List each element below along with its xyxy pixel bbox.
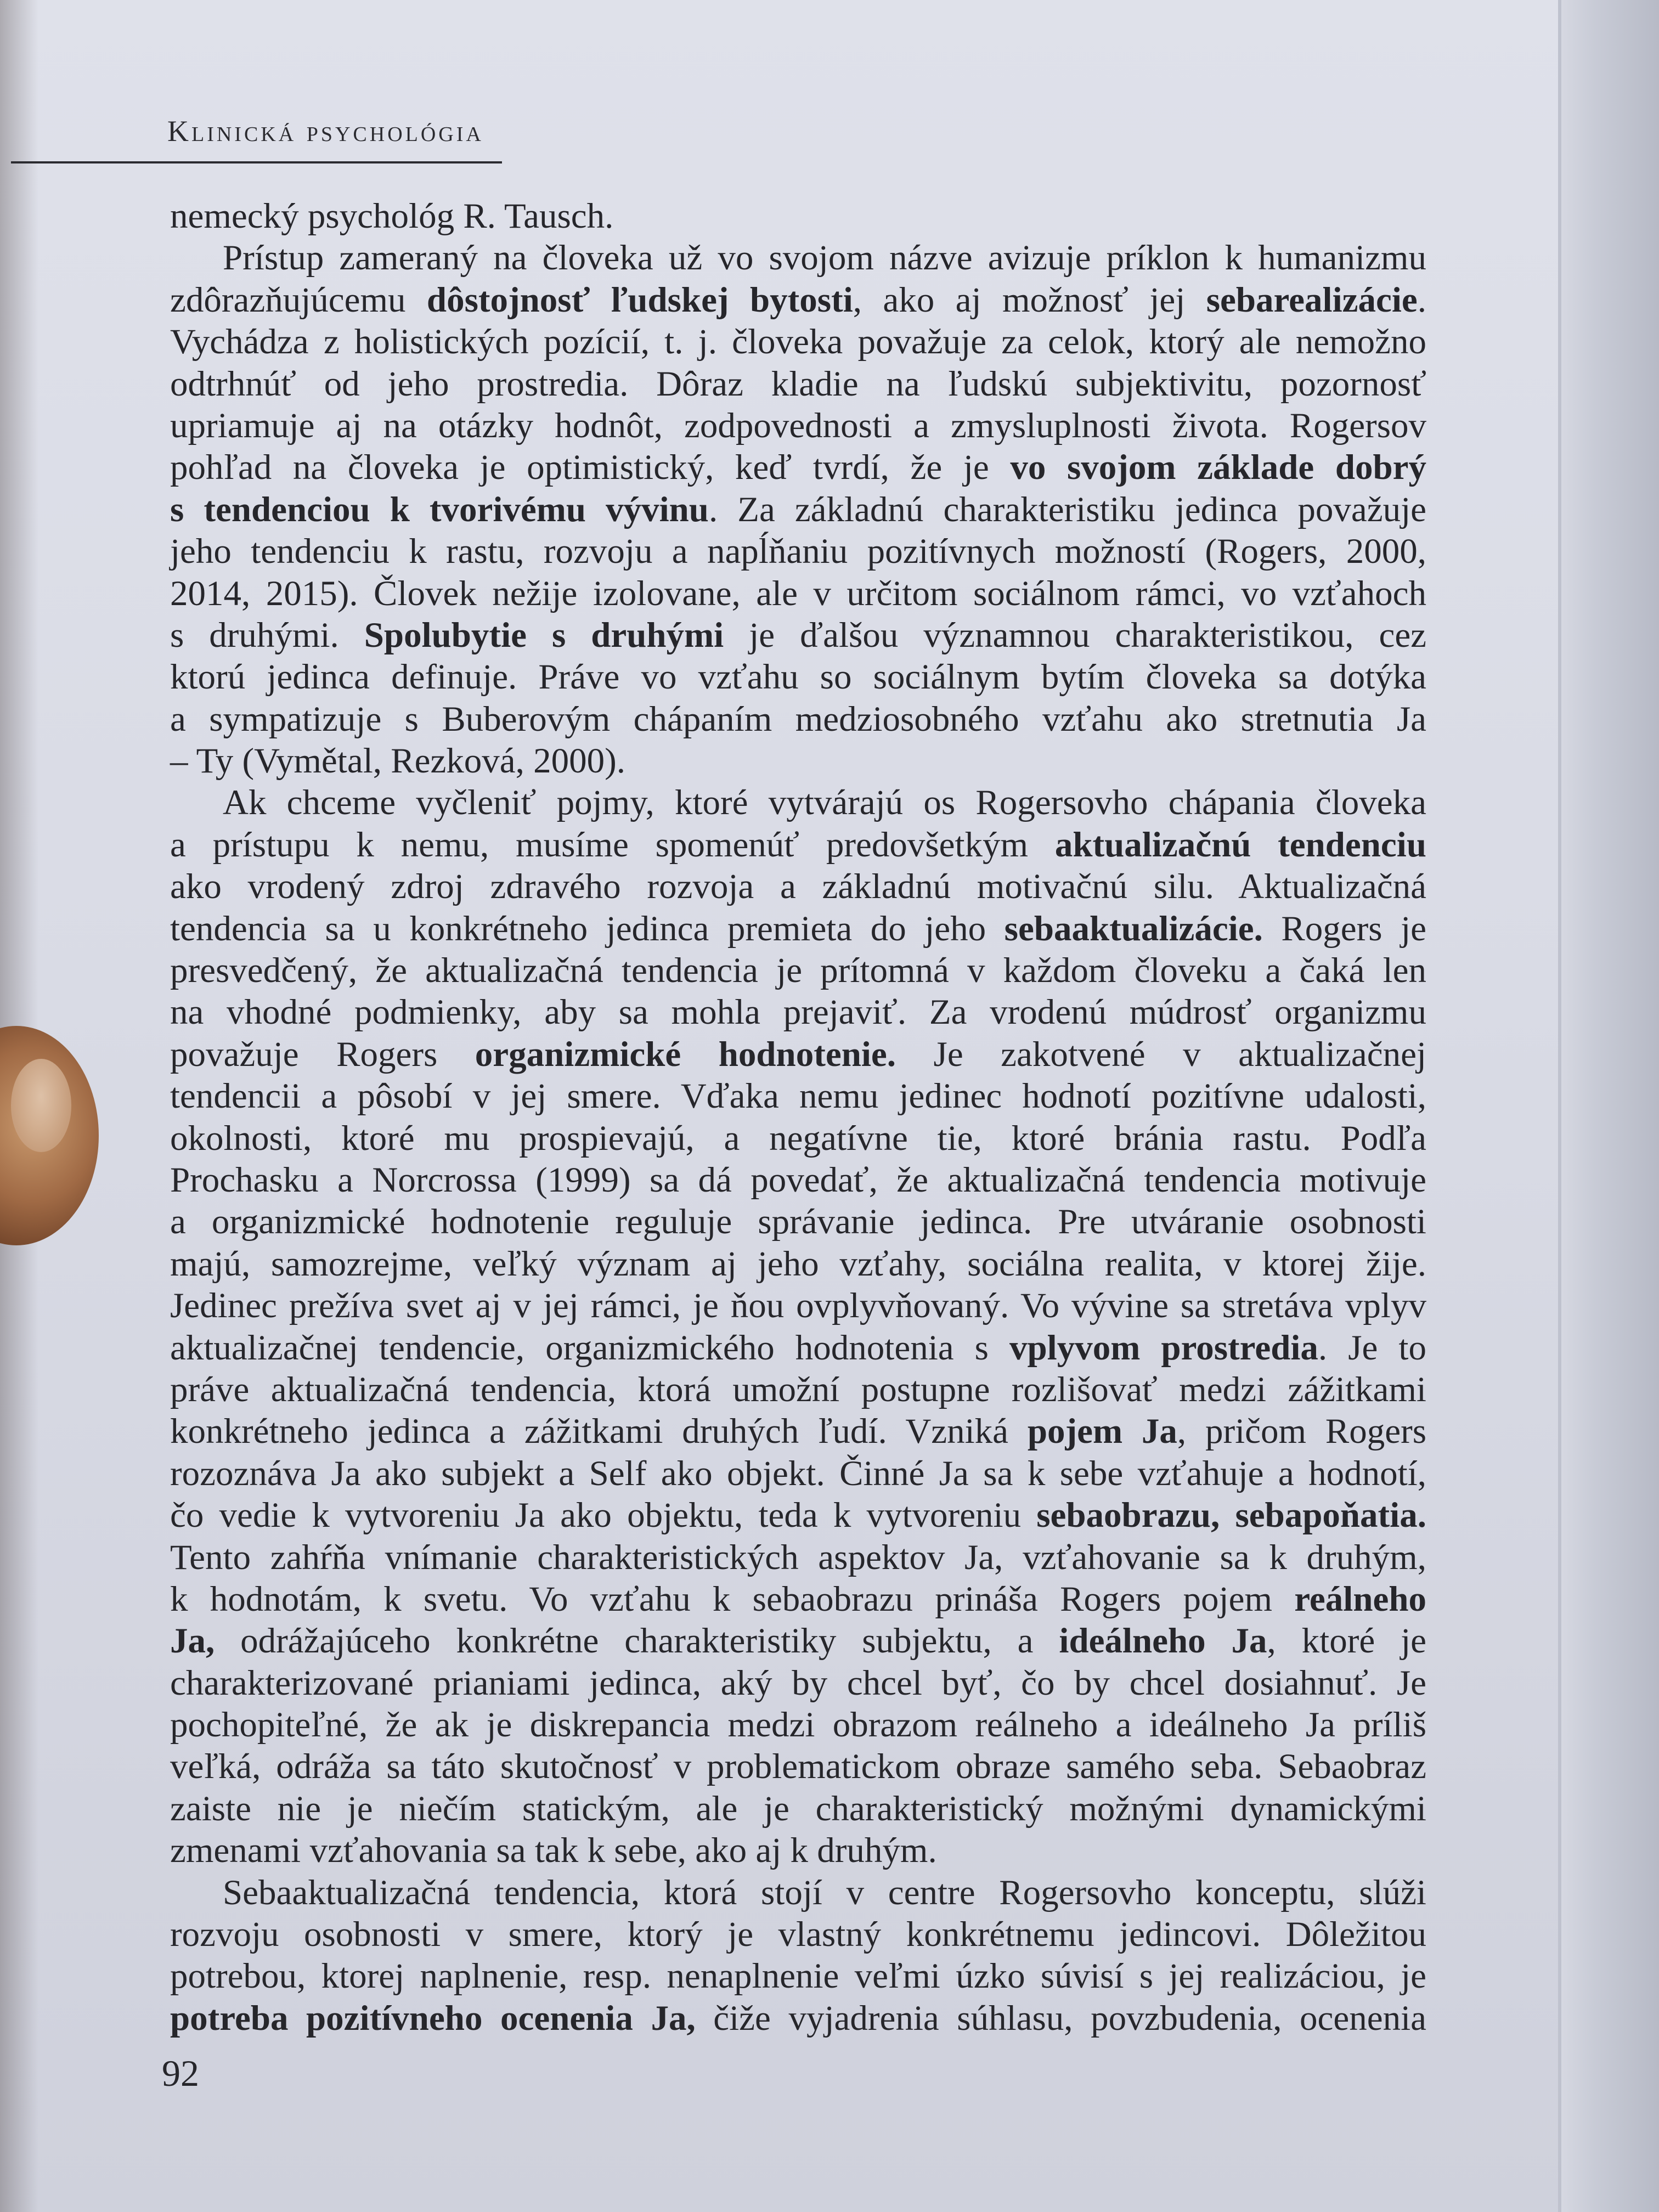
text-line <box>170 991 1426 1033</box>
text-line <box>170 279 1426 321</box>
text-line <box>170 1578 1426 1620</box>
text-run: pochopiteľné, že ak je diskrepancia medzi obrazom reálneho a ideálneho Ja príliš <box>170 1705 1426 1745</box>
text-line <box>170 1997 1426 2039</box>
thumbnail <box>11 1059 71 1152</box>
text-run: . Je to <box>1318 1328 1426 1368</box>
text-line <box>170 824 1426 866</box>
running-header: Klinická psychológia <box>167 115 484 148</box>
text-line <box>170 1914 1426 1955</box>
text-run: čiže vyjadrenia súhlasu, povzbudenia, ocenenia <box>695 1998 1426 2038</box>
text-run: nemecký psychológ R. Tausch. <box>170 196 614 236</box>
text-run: – Ty (Vymětal, Rezková, 2000). <box>170 741 626 781</box>
text-run: pohľad na človeka je optimistický, keď tvrdí, že je <box>170 448 1011 488</box>
header-rule <box>11 161 502 163</box>
text-run: a sympatizuje s Buberovým chápaním medziosobného vzťahu ako stretnutia Ja <box>170 699 1426 739</box>
text-line <box>170 740 1426 782</box>
text-line <box>170 614 1426 656</box>
text-run: upriamuje aj na otázky hodnôt, zodpovednosti a zmysluplnosti života. Rogersov <box>170 405 1426 445</box>
text-run: odrážajúceho konkrétne charakteristiky subjektu, a <box>215 1621 1059 1661</box>
text-run: 2014, 2015). Človek nežije izolovane, ale v určitom sociálnom rámci, vo vzťahoch <box>170 573 1426 613</box>
text-line <box>170 866 1426 907</box>
bold-term: dôstojnosť ľudskej bytosti <box>426 280 853 320</box>
text-run: Prochasku a Norcrossa (1999) sa dá povedať, že aktualizačná tendencia motivuje <box>170 1160 1426 1200</box>
text-line <box>170 321 1426 363</box>
text-run: zmenami vzťahovania sa tak k sebe, ako aj k druhým. <box>170 1831 937 1871</box>
text-line <box>170 1243 1426 1285</box>
text-line <box>170 1620 1426 1662</box>
text-line <box>170 698 1426 740</box>
text-line <box>170 195 1426 237</box>
text-run: tendencia sa u konkrétneho jedinca premieta do jeho <box>170 909 1005 949</box>
text-line <box>170 1118 1426 1159</box>
text-run: zaiste nie je niečím statickým, ale je charakteristický možnými dynamickými <box>170 1788 1426 1829</box>
text-run: ako vrodený zdroj zdravého rozvoja a základnú motivačnú silu. Aktualizačná <box>170 867 1426 907</box>
text-line <box>170 1537 1426 1578</box>
text-run: s druhými. <box>170 615 364 655</box>
text-line <box>170 782 1426 823</box>
bold-term: vo svojom základe dobrý <box>1010 448 1427 488</box>
text-line <box>170 1369 1426 1410</box>
text-run: považuje Rogers <box>170 1034 475 1074</box>
text-line <box>170 1034 1426 1075</box>
text-line <box>170 1830 1426 1871</box>
text-run: Tento zahŕňa vnímanie charakteristických aspektov Ja, vzťahovanie sa k druhým, <box>170 1537 1426 1577</box>
text-line <box>170 1494 1426 1536</box>
bold-term: pojem Ja <box>1027 1412 1177 1452</box>
text-line <box>170 1327 1426 1369</box>
text-run: zdôrazňujúcemu <box>170 280 427 320</box>
bold-term: ideálneho Ja <box>1059 1621 1267 1661</box>
text-line <box>170 1201 1426 1243</box>
text-line <box>170 1285 1426 1327</box>
bold-term: organizmické hodnotenie. <box>475 1034 896 1074</box>
page-number: 92 <box>162 2052 199 2094</box>
text-run: práve aktualizačná tendencia, ktorá umožní postupne rozlišovať medzi zážitkami <box>170 1369 1426 1409</box>
text-run: veľká, odráža sa táto skutočnosť v problematickom obraze samého seba. Sebaobraz <box>170 1747 1426 1787</box>
text-run: okolnosti, ktoré mu prospievajú, a negatívne tie, ktoré bránia rastu. Podľa <box>170 1118 1426 1158</box>
bold-term: s tendenciou k tvorivému vývinu <box>170 489 709 529</box>
text-line <box>170 1704 1426 1746</box>
text-run: je ďalšou významnou charakteristikou, cez <box>724 615 1427 655</box>
text-run: , ktoré je <box>1267 1621 1426 1661</box>
text-run: Sebaaktualizačná tendencia, ktorá stojí v centre Rogersovho konceptu, slúži <box>223 1872 1426 1912</box>
text-run: čo vedie k vytvoreniu Ja ako objektu, teda k vytvoreniu <box>170 1496 1037 1536</box>
text-line <box>170 573 1426 614</box>
text-run: Ak chceme vyčleniť pojmy, ktoré vytvárajú os Rogersovho chápania človeka <box>223 783 1426 823</box>
text-run: Jedinec prežíva svet aj v jej rámci, je ňou ovplyvňovaný. Vo vývine sa stretáva vplyv <box>170 1286 1426 1326</box>
bold-term: sebaaktualizácie. <box>1004 909 1263 949</box>
text-run: , pričom Rogers <box>1177 1412 1427 1452</box>
text-line <box>170 237 1426 279</box>
text-line <box>170 1410 1426 1452</box>
text-run: na vhodné podmienky, aby sa mohla prejaviť. Za vrodenú múdrosť organizmu <box>170 992 1426 1032</box>
text-run: konkrétneho jedinca a zážitkami druhých ľudí. Vzniká <box>170 1412 1028 1452</box>
text-run: rozoznáva Ja ako subjekt a Self ako objekt. Činné Ja sa k sebe vzťahuje a hodnotí, <box>170 1453 1426 1493</box>
text-line <box>170 656 1426 698</box>
text-run: majú, samozrejme, veľký význam aj jeho vzťahy, sociálna realita, v ktorej žije. <box>170 1244 1426 1284</box>
text-run: a prístupu k nemu, musíme spomenúť predovšetkým <box>170 825 1055 865</box>
text-line <box>170 1955 1426 1997</box>
facing-page-edge <box>1553 0 1659 2212</box>
text-run: tendencii a pôsobí v jej smere. Vďaka nemu jedinec hodnotí pozitívne udalosti, <box>170 1076 1426 1116</box>
text-line <box>170 489 1426 531</box>
text-run: rozvoju osobnosti v smere, ktorý je vlastný konkrétnemu jedincovi. Dôležitou <box>170 1915 1426 1955</box>
text-run: aktualizačnej tendencie, organizmického hodnotenia s <box>170 1328 1010 1368</box>
text-run: odtrhnúť od jeho prostredia. Dôraz kladie na ľudskú subjektivitu, pozornosť <box>170 364 1426 404</box>
text-line <box>170 1872 1426 1914</box>
text-line <box>170 1159 1426 1201</box>
bold-term: sebarealizácie <box>1206 280 1418 320</box>
text-run: Rogers je <box>1262 909 1426 949</box>
text-line <box>170 405 1426 447</box>
text-line <box>170 908 1426 950</box>
text-run: charakterizované prianiami jedinca, aký by chcel byť, čo by chcel dosiahnuť. Je <box>170 1663 1426 1703</box>
text-line <box>170 1788 1426 1830</box>
text-run: Prístup zameraný na človeka už vo svojom názve avizuje príklon k humanizmu <box>223 238 1426 278</box>
text-run: jeho tendenciu k rastu, rozvoju a napĺňaniu pozitívnych možností (Rogers, 2000, <box>170 532 1426 572</box>
text-run: Je zakotvené v aktualizačnej <box>896 1034 1426 1074</box>
text-run: , ako aj možnosť jej <box>853 280 1206 320</box>
text-run: Vychádza z holistických pozícií, t. j. človeka považuje za celok, ktorý ale nemožno <box>170 322 1426 362</box>
bold-term: reálneho <box>1294 1579 1426 1619</box>
bold-term: Ja, <box>170 1621 215 1661</box>
text-line <box>170 447 1426 488</box>
text-line <box>170 1075 1426 1117</box>
text-line <box>170 363 1426 405</box>
text-line <box>170 1453 1426 1494</box>
text-run: ktorú jedinca definuje. Práve vo vzťahu so sociálnym bytím človeka sa dotýka <box>170 657 1426 697</box>
text-line <box>170 531 1426 572</box>
bold-term: vplyvom prostredia <box>1009 1328 1318 1368</box>
text-run: k hodnotám, k svetu. Vo vzťahu k sebaobrazu prináša Rogers pojem <box>170 1579 1295 1619</box>
bold-term: sebaobrazu, sebapoňatia. <box>1036 1496 1426 1536</box>
text-line <box>170 950 1426 991</box>
text-run: potrebou, ktorej naplnenie, resp. nenaplnenie veľmi úzko súvisí s jej realizáciou, je <box>170 1956 1426 1996</box>
text-run: a organizmické hodnotenie reguluje správanie jedinca. Pre utváranie osobnosti <box>170 1202 1426 1242</box>
bold-term: potreba pozitívneho ocenenia Ja, <box>170 1998 696 2038</box>
text-line <box>170 1662 1426 1704</box>
text-line <box>170 1746 1426 1787</box>
body-text <box>170 195 1426 2039</box>
bold-term: Spolubytie s druhými <box>364 615 724 655</box>
text-run: . Za základnú charakteristiku jedinca považuje <box>708 489 1427 529</box>
text-run: presvedčený, že aktualizačná tendencia je prítomná v každom človeku a čaká len <box>170 951 1426 991</box>
text-run: . <box>1417 280 1427 320</box>
bold-term: aktualizačnú tendenciu <box>1054 825 1426 865</box>
